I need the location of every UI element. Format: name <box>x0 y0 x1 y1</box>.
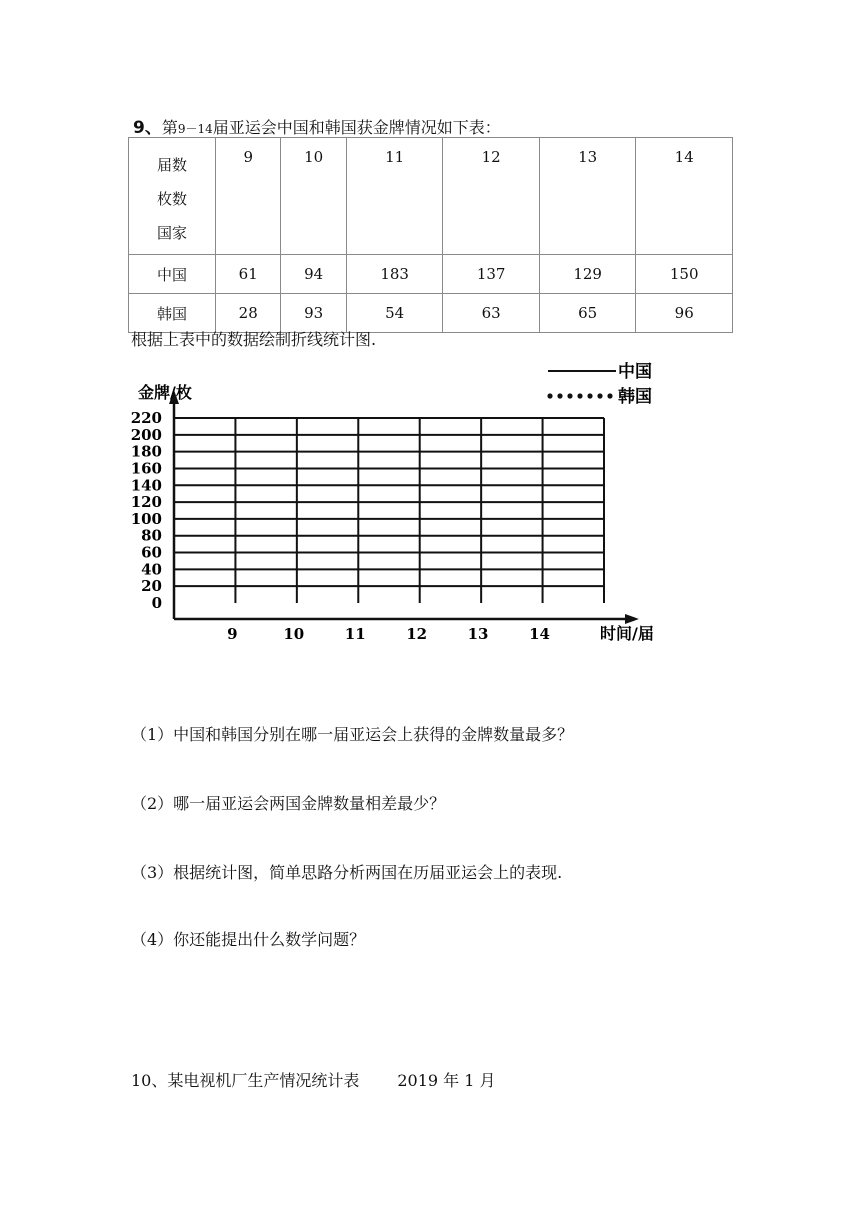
y-axis-label: 金牌/枚 <box>138 383 192 402</box>
legend-dot <box>597 393 602 398</box>
table-col-header: 12 <box>443 138 540 255</box>
chart-legend <box>547 361 652 407</box>
table-corner-cell <box>129 138 216 255</box>
table-cell: 93 <box>281 294 346 333</box>
table-row-china <box>129 255 733 294</box>
y-tick-label: 200 <box>130 425 162 444</box>
table-cell: 54 <box>346 294 443 333</box>
x-tick-label: 14 <box>529 625 550 643</box>
legend-dot <box>587 393 592 398</box>
legend-label-china: 中国 <box>618 362 652 382</box>
table-col-header: 9 <box>216 138 281 255</box>
y-tick-label: 140 <box>130 476 162 495</box>
question-text-after: 届亚运会中国和韩国获金牌情况如下表： <box>212 118 501 137</box>
question-number: 9、 <box>133 118 162 138</box>
sub-question-4: （4）你还能提出什么数学问题？ <box>131 930 366 949</box>
y-tick-label: 40 <box>141 560 162 579</box>
x-tick-label: 10 <box>283 625 305 643</box>
question-9-heading <box>133 113 501 138</box>
y-tick-label: 180 <box>130 442 162 461</box>
legend-dot <box>607 393 612 398</box>
table-cell: 63 <box>443 294 540 333</box>
chart-y-tick-labels <box>131 409 162 612</box>
chart-instruction: 根据上表中的数据绘制折线统计图. <box>131 330 377 349</box>
table-cell: 94 <box>281 255 346 294</box>
corner-label-sessions: 届数 <box>156 156 187 174</box>
y-tick-label: 20 <box>141 577 162 596</box>
y-tick-label: 0 <box>151 594 162 612</box>
corner-label-count: 枚数 <box>156 190 187 208</box>
legend-dotted-line <box>547 393 612 398</box>
x-tick-label: 12 <box>406 625 428 643</box>
question-text-before: 第 <box>161 118 178 137</box>
question-10-heading <box>131 1068 496 1091</box>
legend-dot <box>557 393 562 398</box>
table-cell: 137 <box>443 255 540 294</box>
table-header-row <box>129 138 733 255</box>
question-10-text: 10、某电视机厂生产情况统计表 <box>131 1071 360 1090</box>
chart-x-tick-labels <box>227 625 550 643</box>
table-cell: 183 <box>346 255 443 294</box>
x-tick-label: 11 <box>344 625 366 643</box>
corner-label-country: 国家 <box>156 224 187 242</box>
y-tick-label: 100 <box>130 509 162 528</box>
legend-label-korea: 韩国 <box>618 387 652 407</box>
x-tick-label: 13 <box>467 625 489 643</box>
table-col-header: 10 <box>281 138 346 255</box>
x-axis-arrow <box>625 614 639 624</box>
y-tick-label: 120 <box>130 493 162 512</box>
row-label-korea: 韩国 <box>129 294 216 333</box>
table-cell: 150 <box>636 255 733 294</box>
table-cell: 129 <box>539 255 636 294</box>
chart-grid-lines <box>174 418 604 603</box>
legend-dot <box>547 393 552 398</box>
table-cell: 96 <box>636 294 733 333</box>
sub-question-3: （3）根据统计图，简单思路分析两国在历届亚运会上的表现. <box>131 863 563 882</box>
y-tick-label: 160 <box>130 459 162 478</box>
y-tick-label: 60 <box>141 543 162 562</box>
x-axis-label: 时间/届 <box>600 624 654 643</box>
table-col-header: 11 <box>346 138 443 255</box>
table-cell: 65 <box>539 294 636 333</box>
table-cell: 61 <box>216 255 281 294</box>
legend-dot <box>577 393 582 398</box>
table-col-header: 13 <box>539 138 636 255</box>
table-cell: 28 <box>216 294 281 333</box>
legend-dot <box>567 393 572 398</box>
sub-question-1: （1）中国和韩国分别在哪一届亚运会上获得的金牌数量最多？ <box>131 725 574 744</box>
question-10-date: 2019 年 1 月 <box>397 1071 496 1090</box>
y-tick-label: 220 <box>130 409 162 427</box>
y-tick-label: 80 <box>141 526 162 545</box>
medal-table <box>128 137 733 333</box>
row-label-china: 中国 <box>129 255 216 294</box>
question-range: 9－14 <box>177 122 213 136</box>
sub-question-2: （2）哪一届亚运会两国金牌数量相差最少？ <box>131 794 446 813</box>
table-col-header: 14 <box>636 138 733 255</box>
chart-axes <box>169 390 639 624</box>
line-chart-grid <box>120 358 680 658</box>
x-tick-label: 9 <box>227 625 238 643</box>
